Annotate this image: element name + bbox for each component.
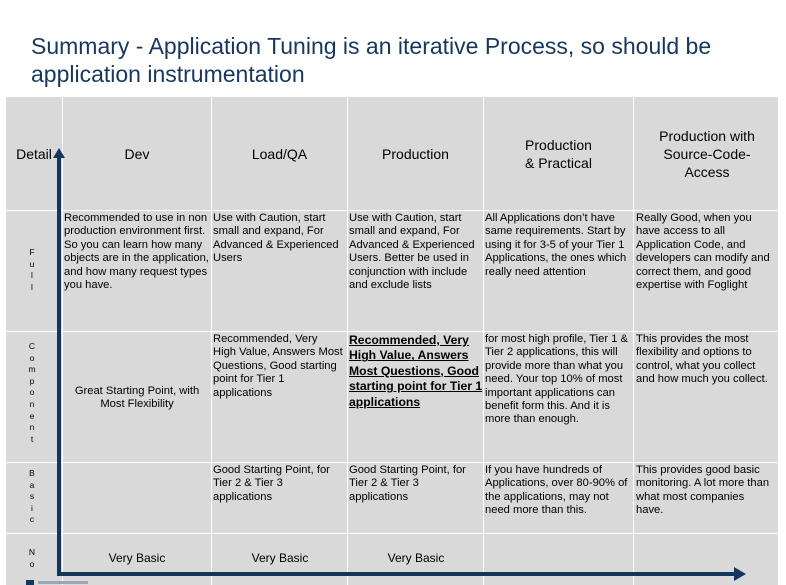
environment-axis-arrow [60,572,736,576]
cell-component-production-source: This provides the most flexibility and options to control, what you collect and how much you collect. [636,333,768,386]
cell-basic-production-practical: If you have hundreds of Applications, over 80-90% of the applications, may not need more than this. [485,464,628,517]
row-label-letter: u [29,258,35,269]
cell-full-production-practical: All Applications don’t have same requirements. Start by using it for 3-5 of your Tier 1 Applications, the ones which really need attention [485,212,627,278]
company-logo-fragment [24,579,94,585]
header-loadqa: Load/QA [251,146,308,162]
row-label-letter: c [29,514,35,525]
row-label-letter: e [29,410,35,421]
cell-component-production: Recommended, Very High Value, Answers Most Questions, Good starting point for Tier 1 applications [349,333,483,409]
row-label-letter: a [29,479,35,490]
row-label-letter: t [30,433,34,444]
row-label-letter: i [31,502,33,513]
row-label-none [26,547,38,570]
detail-axis-arrow [57,156,61,576]
row-label-letter: o [29,387,35,398]
row-divider [6,210,778,211]
cell-none-production: Very Basic [387,551,445,565]
row-label-letter: o [29,352,35,363]
header-production-source-code: Production with Source-Code-Access [659,128,755,180]
cell-component-loadqa: Recommended, Very High Value, Answers Most Questions, Good starting point for Tier 1 applications [213,333,343,399]
row-label-letter: n [29,422,35,433]
row-label-basic [26,468,38,526]
header-production-practical: Production & Practical [525,137,592,171]
header-production: Production [382,146,449,162]
environment-axis-arrowhead-icon [734,567,746,581]
cell-none-loadqa: Very Basic [251,551,309,565]
cell-basic-loadqa: Good Starting Point, for Tier 2 & Tier 3 applications [213,464,330,503]
row-label-component [26,341,38,445]
row-label-letter: m [28,364,36,375]
row-label-letter: o [29,558,35,569]
detail-axis-arrowhead-icon [53,148,65,158]
row-label-letter: l [31,270,33,281]
column-divider [633,97,634,585]
cell-basic-production: Good Starting Point, for Tier 2 & Tier 3 applications [349,464,466,503]
row-divider [6,462,778,463]
cell-full-production-source: Really Good, when you have access to all Application Code, and developers can modify and correct them, and good expertise with Foglight [636,212,770,292]
cell-full-dev: Recommended to use in non production environment first. So you can learn how many objects are in the application, and how many request types you have. [64,212,209,292]
row-divider [6,331,778,332]
row-divider [6,533,778,534]
slide-title: Summary - Application Tuning is an iterative Process, so should be application instrumentation [31,33,712,87]
row-label-letter: B [29,468,35,478]
cell-component-dev: Great Starting Point, with Most Flexibility [74,385,200,411]
row-label-letter: N [28,547,36,557]
cell-none-dev: Very Basic [108,551,166,565]
header-dev: Dev [124,146,150,162]
row-label-letter: n [29,398,35,409]
cell-full-loadqa: Use with Caution, start small and expand, For Advanced & Experienced Users [213,212,339,265]
row-label-full [26,247,38,293]
cell-full-production: Use with Caution, start small and expand, For Advanced & Experienced Users. Better be used in conjunction with include and exclude lists [349,212,475,292]
cell-basic-production-source: This provides good basic monitoring. A lot more than what most companies have. [636,464,770,517]
row-label-letter: s [29,491,35,502]
row-label-letter: C [28,341,36,351]
row-label-letter: F [29,247,35,257]
cell-component-production-practical: for most high profile, Tier 1 & Tier 2 applications, this will provide more than what you need. Your top 10% of most important applications can benefit form this. And it is more than enough. [485,333,629,426]
row-label-letter: l [31,281,33,292]
header-detail: Detail [16,146,52,162]
row-label-letter: p [29,375,35,386]
